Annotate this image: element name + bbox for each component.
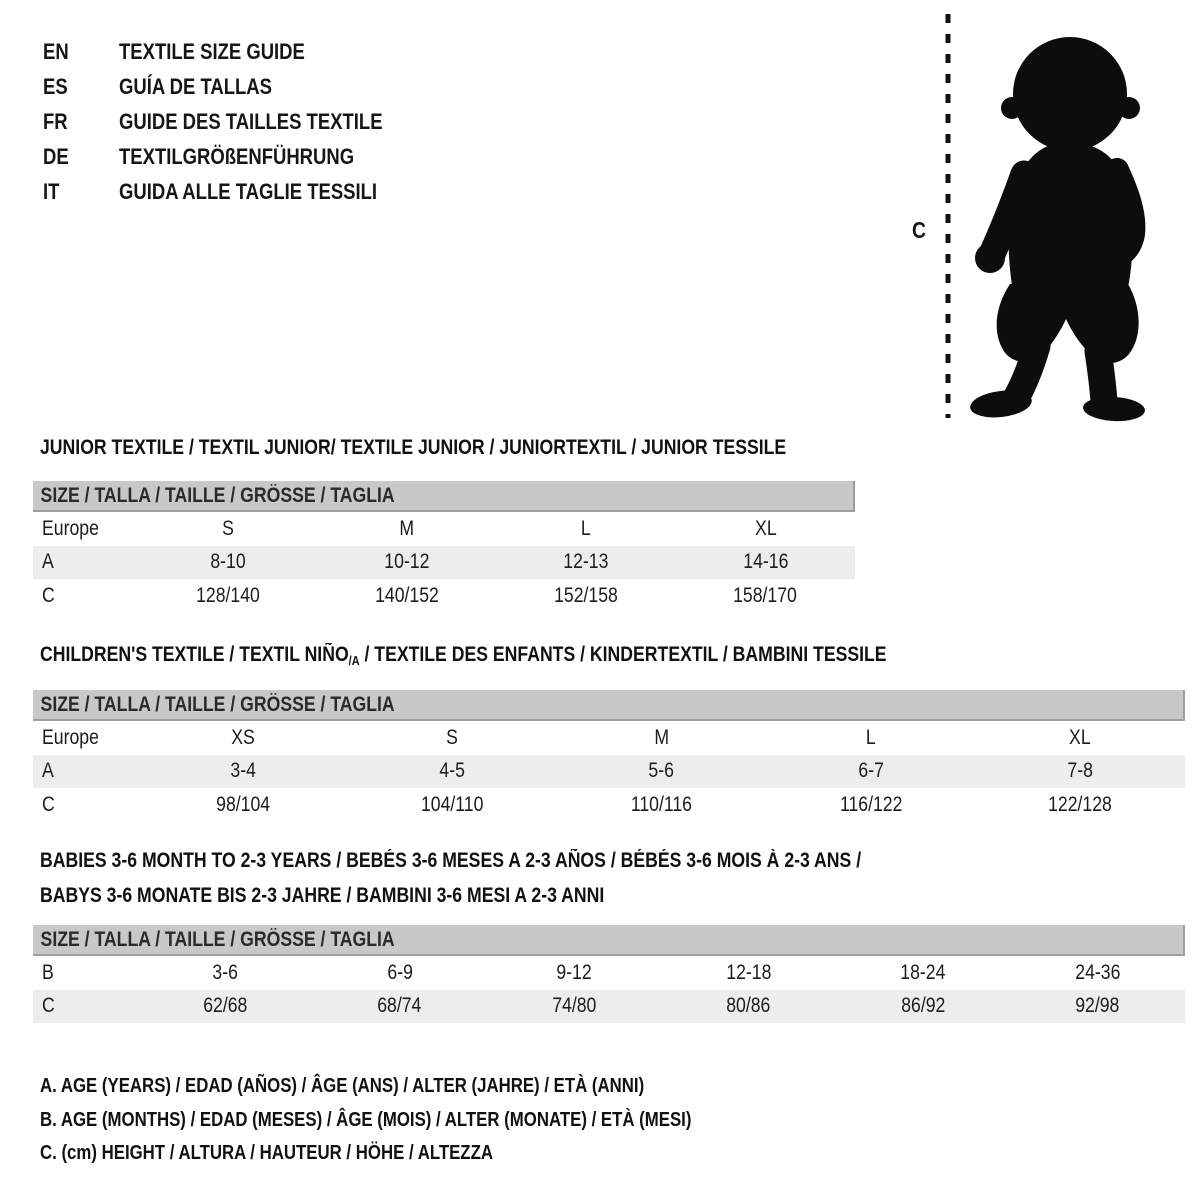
- row-label: Europe: [42, 725, 99, 749]
- size-cell: 98/104: [215, 792, 270, 816]
- language-row-fr: [43, 104, 433, 139]
- size-cell: 110/116: [630, 792, 693, 816]
- size-cell: 3-6: [212, 960, 238, 984]
- size-cell: 122/128: [1048, 792, 1113, 816]
- size-cell: 92/98: [1075, 994, 1120, 1018]
- size-cell: XL: [754, 516, 777, 540]
- language-title: TEXTILE SIZE GUIDE: [119, 38, 305, 64]
- size-cell: 14-16: [742, 550, 788, 574]
- size-cell: 24-36: [1075, 960, 1121, 984]
- size-cell: 9-12: [556, 960, 592, 984]
- size-cell: 86/92: [901, 994, 946, 1018]
- legend: [40, 1070, 816, 1171]
- language-title: GUÍA DE TALLAS: [119, 73, 272, 99]
- size-cell: 4-5: [439, 759, 465, 783]
- legend-line-c: C. (cm) HEIGHT / ALTURA / HAUTEUR / HÖHE / ALTEZZA: [40, 1142, 493, 1165]
- size-cell: 3-4: [229, 759, 256, 783]
- junior-size-table: [33, 512, 855, 613]
- table-row: [33, 579, 855, 613]
- language-title: TEXTILGRÖßENFÜHRUNG: [119, 143, 355, 169]
- language-title: GUIDE DES TAILLES TEXTILE: [119, 108, 383, 134]
- language-code: FR: [43, 108, 68, 134]
- size-cell: 12-13: [563, 550, 609, 574]
- babies-section-title-line1: BABIES 3-6 MONTH TO 2-3 YEARS / BEBÉS 3-6 MESES A 2-3 AÑOS / BÉBÉS 3-6 MOIS À 2-3 ANS /: [40, 849, 862, 872]
- row-label: Europe: [42, 516, 99, 540]
- size-cell: 140/152: [374, 583, 439, 607]
- language-row-es: [43, 69, 433, 104]
- baby-silhouette: [958, 6, 1176, 424]
- table-row: [33, 956, 1185, 990]
- height-measure-label: C: [912, 217, 926, 243]
- size-cell: 68/74: [377, 994, 422, 1018]
- size-cell: 6-7: [858, 759, 884, 783]
- size-cell: S: [446, 725, 458, 749]
- height-measure-line: [942, 12, 954, 420]
- size-cell: 8-10: [209, 550, 246, 574]
- size-cell: 74/80: [552, 994, 597, 1018]
- size-cell: XL: [1069, 725, 1092, 749]
- table-row: [33, 755, 1185, 789]
- size-cell: 10-12: [384, 550, 430, 574]
- legend-line-b: B. AGE (MONTHS) / EDAD (MESES) / ÂGE (MOIS) / ALTER (MONATE) / ETÀ (MESI): [40, 1108, 692, 1131]
- size-cell: 128/140: [195, 583, 260, 607]
- language-title: GUIDA ALLE TAGLIE TESSILI: [119, 178, 378, 204]
- legend-line-a: A. AGE (YEARS) / EDAD (AÑOS) / ÂGE (ANS) / ALTER (JAHRE) / ETÀ (ANNI): [40, 1075, 645, 1098]
- language-row-it: [43, 174, 433, 209]
- size-cell: 12-18: [726, 960, 772, 984]
- table-row: [33, 546, 855, 580]
- row-label: A: [42, 759, 54, 783]
- row-label: B: [42, 960, 54, 984]
- row-label: C: [42, 994, 55, 1018]
- language-row-de: [43, 139, 433, 174]
- language-code: DE: [43, 143, 69, 169]
- babies-section-title-line2: BABYS 3-6 MONATE BIS 2-3 JAHRE / BAMBINI 3-6 MESI A 2-3 ANNI: [40, 884, 605, 907]
- junior-section-title: JUNIOR TEXTILE / TEXTIL JUNIOR/ TEXTILE JUNIOR / JUNIORTEXTIL / JUNIOR TESSILE: [40, 436, 787, 459]
- children-section-title: CHILDREN'S TEXTILE / TEXTIL NIÑO/A / TEXTILE DES ENFANTS / KINDERTEXTIL / BAMBINI TESSILE: [40, 643, 887, 668]
- size-cell: S: [221, 516, 234, 540]
- size-cell: 62/68: [203, 994, 248, 1018]
- language-row-en: [43, 34, 433, 69]
- language-code: ES: [43, 73, 68, 99]
- language-list: [43, 34, 433, 209]
- size-cell: 116/122: [839, 792, 903, 816]
- size-cell: 152/158: [554, 583, 619, 607]
- size-cell: L: [581, 516, 592, 540]
- children-size-header-bar: SIZE / TALLA / TAILLE / GRÖSSE / TAGLIA: [33, 690, 1185, 721]
- table-row: [33, 512, 855, 546]
- babies-size-table: [33, 956, 1185, 1023]
- size-cell: M: [654, 725, 669, 749]
- table-row: [33, 721, 1185, 755]
- row-label: C: [42, 583, 55, 607]
- size-cell: M: [399, 516, 415, 540]
- size-cell: 6-9: [386, 960, 413, 984]
- size-cell: 104/110: [420, 792, 484, 816]
- row-label: A: [42, 550, 54, 574]
- language-code: IT: [43, 178, 60, 204]
- size-cell: 5-6: [648, 759, 675, 783]
- size-cell: L: [866, 725, 876, 749]
- size-cell: 80/86: [726, 994, 771, 1018]
- children-size-table: [33, 721, 1185, 822]
- size-cell: 18-24: [900, 960, 946, 984]
- size-cell: 158/170: [733, 583, 798, 607]
- row-label: C: [42, 792, 55, 816]
- babies-size-header-bar: SIZE / TALLA / TAILLE / GRÖSSE / TAGLIA: [33, 925, 1185, 956]
- language-code: EN: [43, 38, 69, 64]
- table-row: [33, 788, 1185, 822]
- table-row: [33, 990, 1185, 1024]
- junior-size-header-bar: SIZE / TALLA / TAILLE / GRÖSSE / TAGLIA: [33, 481, 855, 512]
- size-cell: XS: [230, 725, 255, 749]
- size-cell: 7-8: [1067, 759, 1094, 783]
